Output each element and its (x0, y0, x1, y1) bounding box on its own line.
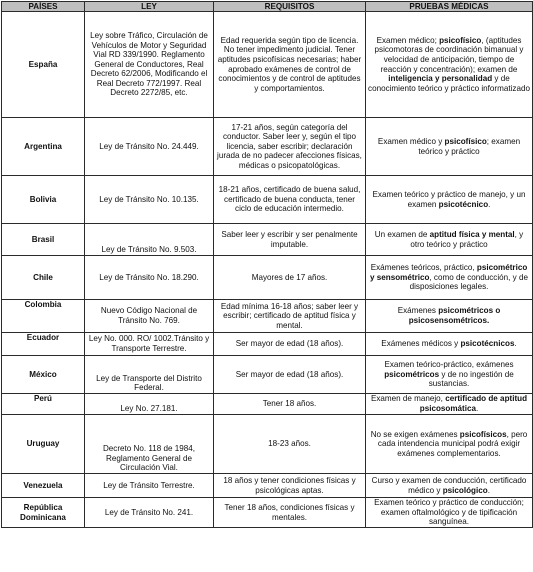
medical-tests-cell (366, 333, 533, 356)
medical-tests-text (368, 263, 530, 292)
medical-tests-cell (366, 176, 533, 224)
table-row (2, 474, 533, 498)
header-law: LEY (85, 2, 214, 12)
table-row (2, 118, 533, 176)
law-cell: Ley de Tránsito No. 10.135. (85, 176, 214, 224)
requirements-cell: Tener 18 años. (214, 394, 366, 415)
medical-tests-text (368, 360, 530, 389)
text-segment: . (475, 404, 479, 413)
emphasized-text: psicofísicos (459, 429, 507, 439)
emphasized-text: psicofísico (439, 35, 482, 45)
text-segment: ; examen teórico y práctico (418, 136, 521, 156)
driver-license-requirements-table (1, 1, 533, 528)
law-cell: Decreto No. 118 de 1984, Reglamento General de Circulación Vial. (85, 415, 214, 474)
emphasized-text: psicofísico (444, 136, 487, 146)
text-segment: y de no ingestión de sustancias. (428, 369, 514, 389)
requirements-cell: 18 años y tener condiciones físicas y psicológicas aptas. (214, 474, 366, 498)
table-row (2, 333, 533, 356)
header-medical-tests: PRUEBAS MÉDICAS (366, 2, 533, 12)
medical-tests-text (368, 498, 530, 527)
document-page (1, 1, 532, 571)
requirements-cell: Edad requerida según tipo de licencia. No tener impedimento judicial. Tener aptitudes psicofísicas necesarias; haber aprobado exámenes de control de conocimientos y de control de aptitudes y comportamientos. (214, 12, 366, 118)
emphasized-text: aptitud física y mental (429, 229, 515, 239)
medical-tests-text (368, 430, 530, 459)
country-cell: Ecuador (2, 333, 85, 356)
medical-tests-text (368, 394, 530, 413)
medical-tests-text (368, 339, 530, 349)
medical-tests-text (368, 476, 530, 495)
text-segment: , (aptitudes psicomotoras de coordinación bimanual y velocidad de anticipación, tiempo de reacción y concentración); examen de (374, 35, 524, 74)
emphasized-text: psicotécnicos (460, 339, 515, 349)
text-segment: Exámenes médicos y (381, 339, 461, 349)
text-segment: Examen médico; (376, 35, 440, 45)
emphasized-text: certificado de aptitud psicosomática (419, 394, 528, 413)
text-segment: Examen teórico-práctico, exámenes (384, 360, 514, 370)
text-segment: . (487, 485, 490, 495)
table-body (2, 12, 533, 528)
text-segment: , pero cada intendencia municipal podrá exigir exámenes complementarios. (377, 429, 528, 458)
requirements-cell: Mayores de 17 años. (214, 256, 366, 300)
text-segment: Un examen de (374, 229, 430, 239)
table-row (2, 394, 533, 415)
law-cell: Nuevo Código Nacional de Tránsito No. 769. (85, 300, 214, 333)
table-row (2, 356, 533, 394)
text-segment: y de conocimiento teórico y práctico informatizado (368, 74, 530, 93)
text-segment: . (488, 199, 491, 209)
law-cell: Ley de Tránsito No. 9.503. (85, 224, 214, 256)
law-cell: Ley de Tránsito Terrestre. (85, 474, 214, 498)
country-cell: España (2, 12, 85, 118)
country-cell: Bolivia (2, 176, 85, 224)
table-row (2, 176, 533, 224)
header-requirements: REQUISITOS (214, 2, 366, 12)
table-row (2, 12, 533, 118)
table-row (2, 256, 533, 300)
medical-tests-cell (366, 300, 533, 333)
country-cell: Argentina (2, 118, 85, 176)
law-cell: Ley de Tránsito No. 18.290. (85, 256, 214, 300)
emphasized-text: inteligencia y personalidad (388, 74, 493, 84)
table-row (2, 300, 533, 333)
medical-tests-cell (366, 118, 533, 176)
medical-tests-cell (366, 356, 533, 394)
country-cell: Uruguay (2, 415, 85, 474)
medical-tests-text (368, 306, 530, 325)
medical-tests-cell (366, 498, 533, 528)
requirements-cell: 18-23 años. (214, 415, 366, 474)
medical-tests-cell (366, 415, 533, 474)
country-cell: Colombia (2, 300, 85, 333)
requirements-cell: Ser mayor de edad (18 años). (214, 356, 366, 394)
medical-tests-cell (366, 256, 533, 300)
table-row (2, 224, 533, 256)
country-cell: República Dominicana (2, 498, 85, 528)
text-segment: Curso y examen de conducción, certificado médico y (371, 475, 527, 495)
table-row (2, 498, 533, 528)
requirements-cell: Ser mayor de edad (18 años). (214, 333, 366, 356)
country-cell: México (2, 356, 85, 394)
text-segment: No se exigen exámenes (370, 429, 460, 439)
medical-tests-text (368, 137, 530, 156)
medical-tests-cell (366, 474, 533, 498)
emphasized-text: psicotécnico (438, 199, 489, 209)
medical-tests-text (368, 36, 530, 94)
medical-tests-cell (366, 224, 533, 256)
country-cell: Chile (2, 256, 85, 300)
law-cell: Ley sobre Tráfico, Circulación de Vehículos de Motor y Seguridad Vial RD 339/1990. Reglamento General de Conductores, Real Decreto 62/2006, Modificando el Real Decreto 772/1997. Real Decreto 2272/85, etc. (85, 12, 214, 118)
text-segment: , y otro teórico y práctico (410, 229, 524, 249)
medical-tests-cell (366, 12, 533, 118)
emphasized-text: psicométrico y sensométrico (370, 263, 528, 282)
text-segment: Exámenes teóricos, práctico, (370, 263, 477, 273)
requirements-cell: Tener 18 años, condiciones físicas y mentales. (214, 498, 366, 528)
text-segment: Examen teórico y práctico de conducción; examen oftalmológico y de tipificación sanguínea. (374, 498, 524, 527)
requirements-cell: 17-21 años, según categoría del conductor. Saber leer y, según el tipo licencia, saber escribir; declaración jurada de no padecer afecciones físicas, médicas o psicopatológicas. (214, 118, 366, 176)
country-cell: Perú (2, 394, 85, 415)
table-row (2, 415, 533, 474)
medical-tests-cell (366, 394, 533, 415)
requirements-cell: Edad mínima 16-18 años; saber leer y escribir; certificado de aptitud física y mental. (214, 300, 366, 333)
text-segment: Exámenes (397, 306, 439, 316)
requirements-cell: 18-21 años, certificado de buena salud, certificado de buena conducta, tener ciclo de educación intermedio. (214, 176, 366, 224)
medical-tests-text (368, 190, 530, 209)
header-row (2, 2, 533, 12)
emphasized-text: psicométricos (384, 369, 440, 379)
text-segment: , como de conducción, y de disposiciones legales. (409, 272, 528, 292)
law-cell: Ley de Transporte del Distrito Federal. (85, 356, 214, 394)
emphasized-text: psicológico (442, 485, 488, 495)
law-cell: Ley de Tránsito No. 241. (85, 498, 214, 528)
country-cell: Venezuela (2, 474, 85, 498)
law-cell: Ley No. 000. RO/ 1002.Tránsito y Transporte Terrestre. (85, 333, 214, 356)
country-cell: Brasil (2, 224, 85, 256)
text-segment: . (514, 339, 517, 349)
law-cell: Ley No. 27.181. (85, 394, 214, 415)
law-cell: Ley de Tránsito No. 24.449. (85, 118, 214, 176)
requirements-cell: Saber leer y escribir y ser penalmente imputable. (214, 224, 366, 256)
text-segment: Examen médico y (377, 136, 445, 146)
text-segment: Examen teórico y práctico de manejo, y un examen (372, 189, 526, 209)
text-segment: Examen de manejo, (370, 394, 446, 404)
emphasized-text: psicométricos o psicosensométricos. (408, 306, 501, 325)
header-countries: PAÍSES (2, 2, 85, 12)
medical-tests-text (368, 230, 530, 249)
